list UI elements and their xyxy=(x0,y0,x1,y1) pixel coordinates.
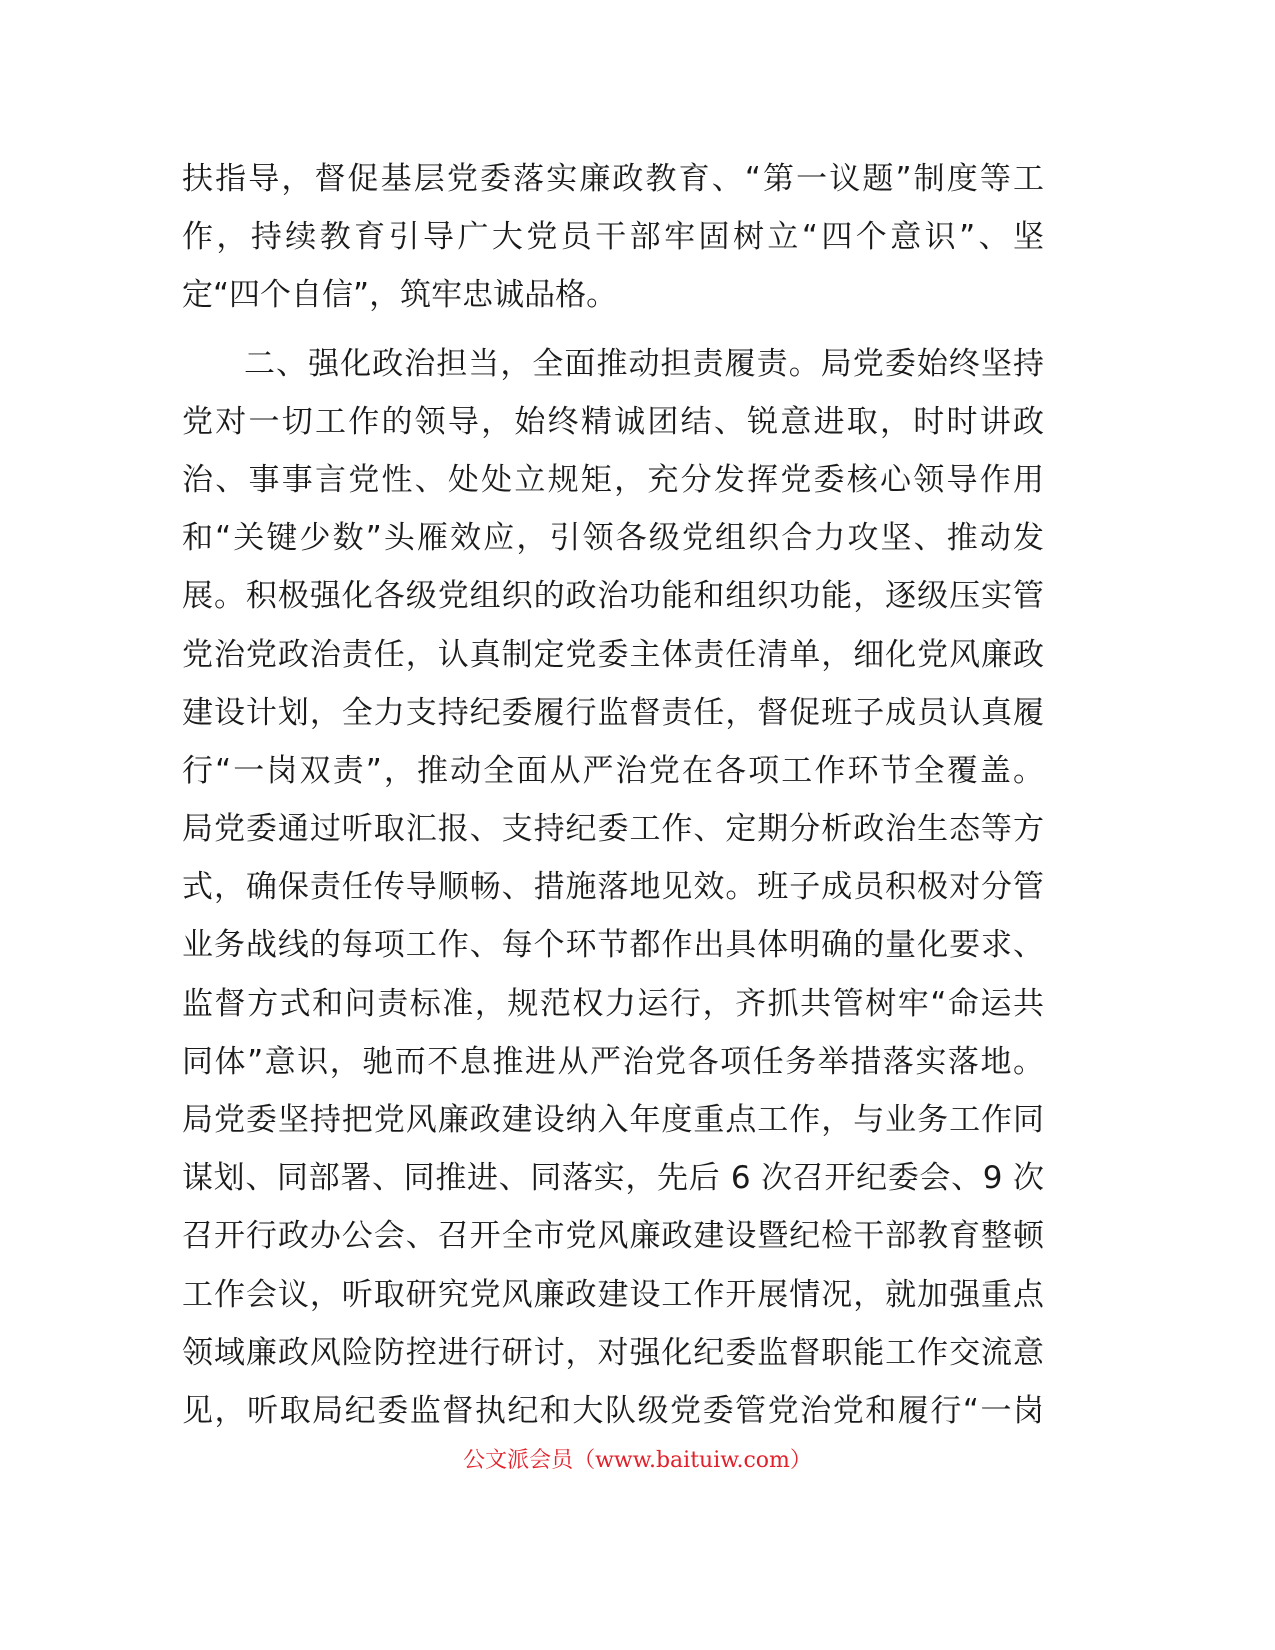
paragraph-2-line: 领域廉政风险防控进行研讨，对强化纪委监督职能工作交流意 xyxy=(182,1334,1044,1371)
paragraph-2-line: 和“关键少数”头雁效应，引领各级党组织合力攻坚、推动发 xyxy=(182,520,1044,557)
paragraph-2-line: 党治党政治责任，认真制定党委主体责任清单，细化党风廉政 xyxy=(182,636,1044,673)
paragraph-2-line: 建设计划，全力支持纪委履行监督责任，督促班子成员认真履 xyxy=(182,694,1044,731)
paragraph-2-line: 同体”意识，驰而不息推进从严治党各项任务举措落实落地。 xyxy=(182,1043,1044,1080)
paragraph-1-line: 作，持续教育引导广大党员干部牢固树立“四个意识”、坚 xyxy=(182,219,1044,256)
paragraph-2-line: 局党委坚持把党风廉政建设纳入年度重点工作，与业务工作同 xyxy=(182,1102,1044,1138)
paragraph-2-line: 式，确保责任传导顺畅、措施落地见效。班子成员积极对分管 xyxy=(182,869,1044,906)
paragraph-2-line: 召开行政办公会、召开全市党风廉政建设暨纪检干部教育整顿 xyxy=(182,1218,1044,1255)
paragraph-2-line: 治、事事言党性、处处立规矩，充分发挥党委核心领导作用 xyxy=(182,461,1044,498)
paragraph-2-line: 党对一切工作的领导，始终精诚团结、锐意进取，时时讲政 xyxy=(182,403,1044,440)
paragraph-1-line: 扶指导，督促基层党委落实廉政教育、“第一议题”制度等工 xyxy=(182,161,1044,197)
paragraph-2-line: 见，听取局纪委监督执纪和大队级党委管党治党和履行“一岗 xyxy=(182,1392,1044,1429)
paragraph-2-line: 工作会议，听取研究党风廉政建设工作开展情况，就加强重点 xyxy=(182,1276,1044,1313)
paragraph-2-line: 二、强化政治担当，全面推动担责履责。局党委始终坚持 xyxy=(244,345,1044,382)
paragraph-2-line: 业务战线的每项工作、每个环节都作出具体明确的量化要求、 xyxy=(182,927,1044,964)
paragraph-2-line: 谋划、同部署、同推进、同落实，先后 6 次召开纪委会、9 次 xyxy=(182,1160,1044,1197)
document-body xyxy=(182,150,1044,1440)
paragraph-1-line: 定“四个自信”，筑牢忠诚品格。 xyxy=(182,277,618,314)
paragraph-gap xyxy=(182,325,1044,335)
paragraph-2-line: 展。积极强化各级党组织的政治功能和组织功能，逐级压实管 xyxy=(182,578,1044,615)
paragraph-2-line: 行“一岗双责”，推动全面从严治党在各项工作环节全覆盖。 xyxy=(182,752,1044,789)
paragraph-2-line: 局党委通过听取汇报、支持纪委工作、定期分析政治生态等方 xyxy=(182,811,1044,848)
footer-watermark: 公文派会员（www.baituiw.com） xyxy=(463,1448,812,1473)
paragraph-2-line: 监督方式和问责标准，规范权力运行，齐抓共管树牢“命运共 xyxy=(182,985,1044,1022)
